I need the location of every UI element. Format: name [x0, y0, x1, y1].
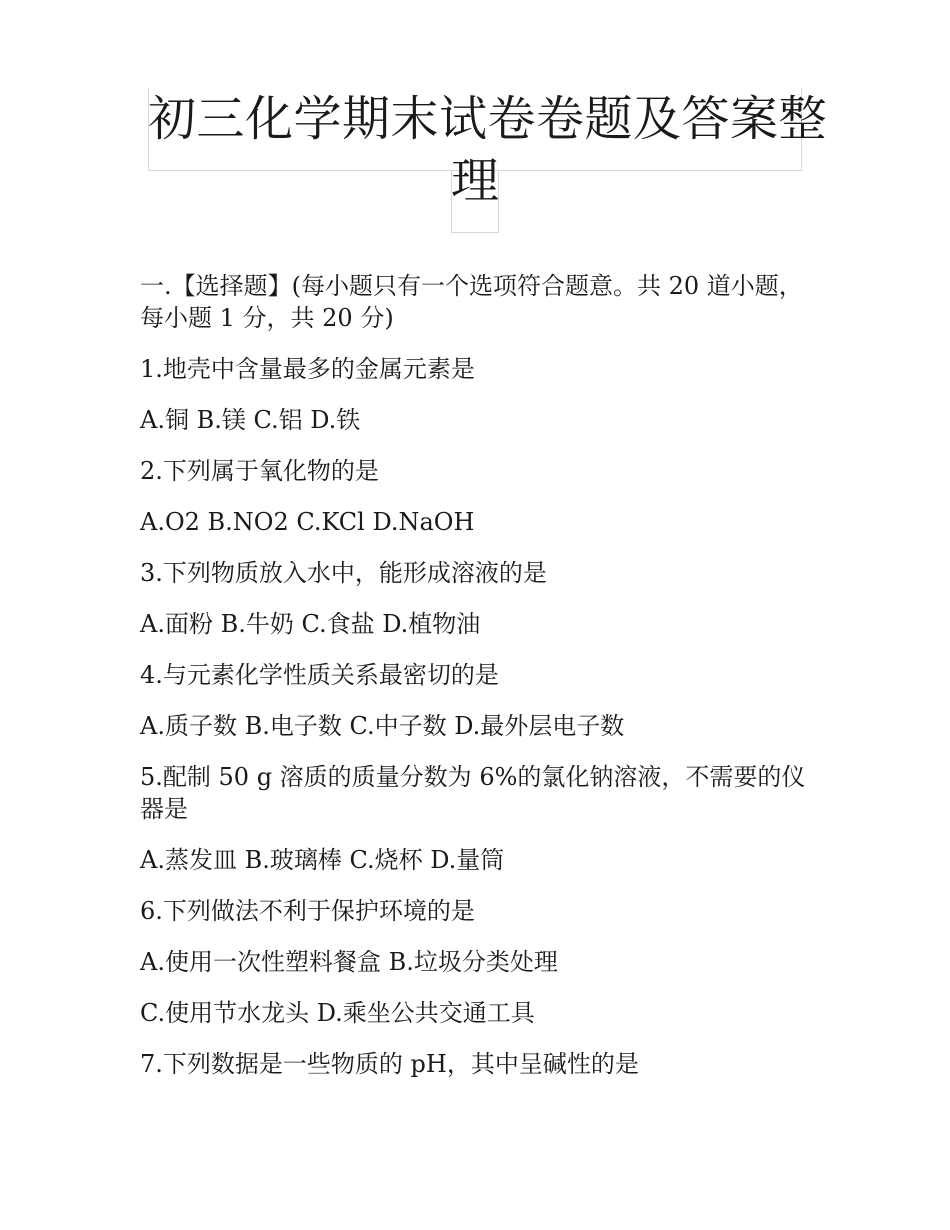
question-5-options: A.蒸发皿 B.玻璃棒 C.烧杯 D.量筒 — [140, 846, 505, 874]
question-2: 2.下列属于氧化物的是 — [140, 457, 379, 485]
question-6-options-ab: A.使用一次性塑料餐盒 B.垃圾分类处理 — [140, 948, 558, 976]
question-4: 4.与元素化学性质关系最密切的是 — [140, 661, 499, 689]
question-4-options: A.质子数 B.电子数 C.中子数 D.最外层电子数 — [140, 712, 625, 740]
question-6: 6.下列做法不利于保护环境的是 — [140, 897, 475, 925]
question-list — [140, 270, 820, 1099]
document-title-continued: 理 — [451, 153, 500, 209]
question-3-options: A.面粉 B.牛奶 C.食盐 D.植物油 — [140, 610, 481, 638]
question-7: 7.下列数据是一些物质的 pH，其中呈碱性的是 — [140, 1050, 639, 1078]
question-2-options: A.O2 B.NO2 C.KCl D.NaOH — [140, 508, 475, 536]
section-heading: 一.【选择题】(每小题只有一个选项符合题意。共 20 道小题，每小题 1 分，共 20 分) — [140, 272, 803, 332]
question-5: 5.配制 50 g 溶质的质量分数为 6%的氯化钠溶液，不需要的仪器是 — [140, 763, 806, 823]
question-3: 3.下列物质放入水中，能形成溶液的是 — [140, 559, 547, 587]
question-1-options: A.铜 B.镁 C.铝 D.铁 — [140, 406, 361, 434]
question-6-options-cd: C.使用节水龙头 D.乘坐公共交通工具 — [140, 999, 535, 1027]
question-1: 1.地壳中含量最多的金属元素是 — [140, 355, 475, 383]
document-title: 初三化学期末试卷卷题及答案整 — [148, 91, 828, 147]
